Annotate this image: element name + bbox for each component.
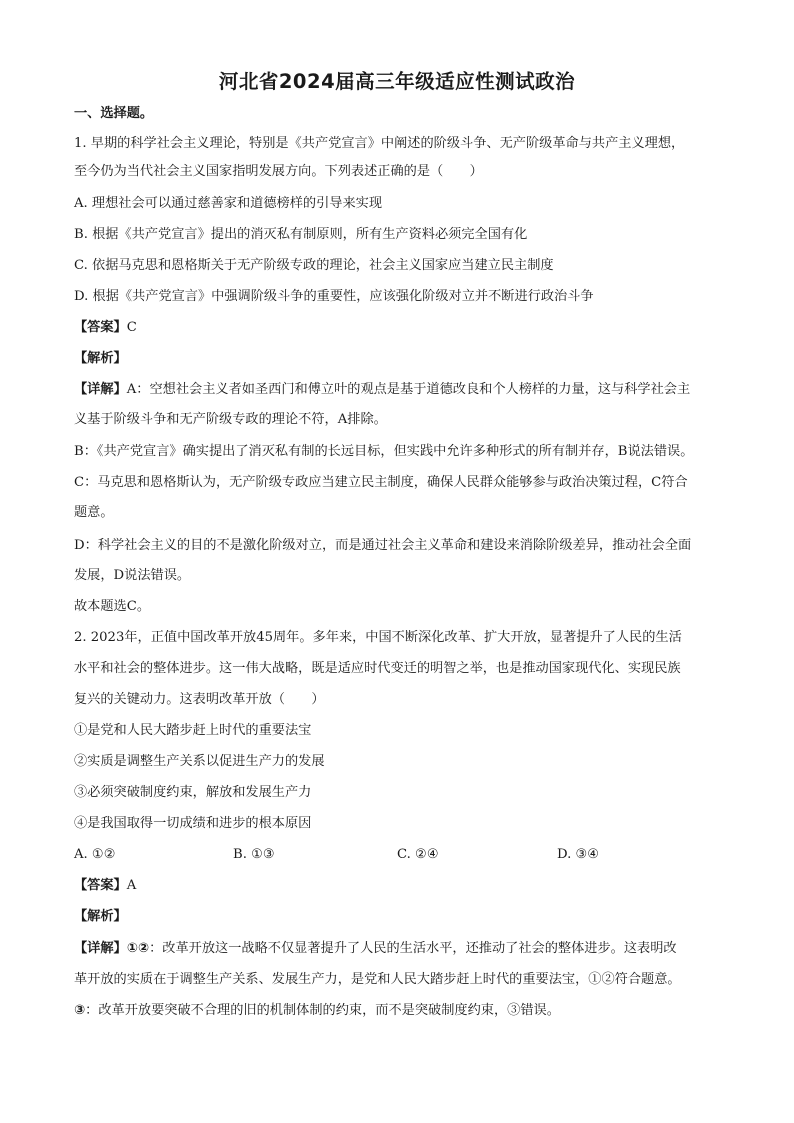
- q2-detail-12-line-2: 革开放的实质在于调整生产关系、发展生产力，是党和人民大踏步赶上时代的重要法宝，①②符合题意。: [74, 972, 681, 987]
- q2-analysis-label: 【解析】: [74, 909, 127, 924]
- q2-detail-12-line-1: [74, 940, 734, 958]
- q1-detail-b: B：《共产党宣言》确实提出了消灭私有制的长远目标，但实践中允许多种形式的所有制并存，B说法错误。: [74, 444, 694, 459]
- q2-detail-3-text: ：改革开放要突破不合理的旧的机制体制的约束，而不是突破制度约束，③错误。: [85, 1003, 560, 1018]
- q1-option-d: D. 根据《共产党宣言》中强调阶级斗争的重要性，应该强化阶级对立并不断进行政治斗争: [74, 289, 594, 304]
- q1-option-c: C. 依据马克思和恩格斯关于无产阶级专政的理论，社会主义国家应当建立民主制度: [74, 258, 554, 273]
- q1-answer: [74, 319, 734, 337]
- q2-item-4: ④是我国取得一切成绩和进步的根本原因: [74, 816, 312, 831]
- q1-detail-a-line-1: [74, 381, 734, 399]
- q2-answer: [74, 877, 734, 895]
- q2-stem-line-1: 2. 2023年，正值中国改革开放45周年。多年来，中国不断深化改革、扩大开放，显著提升了人民的生活: [74, 630, 682, 645]
- section-heading: 一、选择题。: [74, 106, 154, 121]
- page-title: 河北省2024届高三年级适应性测试政治: [218, 70, 576, 93]
- q1-detail-c-line-1: C：马克思和恩格斯认为，无产阶级专政应当建立民主制度，确保人民群众能够参与政治决策过程，C符合: [74, 475, 688, 490]
- q2-item-2: ②实质是调整生产关系以促进生产力的发展: [74, 754, 325, 769]
- q1-detail-label: 【详解】: [74, 382, 127, 397]
- q2-stem-line-3: 复兴的关键动力。这表明改革开放（ ）: [74, 692, 325, 707]
- q1-detail-a-text: A：空想社会主义者如圣西门和傅立叶的观点是基于道德改良和个人榜样的力量，这与科学社会主: [126, 382, 691, 397]
- q2-detail-12-lead: ①②: [126, 941, 150, 956]
- q2-option-a: A. ①②: [74, 847, 116, 862]
- q1-stem-line-1: 1. 早期的科学社会主义理论，特别是《共产党宣言》中阐述的阶级斗争、无产阶级革命与共产主义理想，: [74, 136, 685, 151]
- q2-item-1: ①是党和人民大踏步赶上时代的重要法宝: [74, 723, 312, 738]
- q1-answer-value: C: [126, 320, 137, 335]
- q2-detail-3-lead: ③: [74, 1003, 86, 1018]
- q1-conclusion: 故本题选C。: [74, 599, 151, 614]
- q1-option-a: A. 理想社会可以通过慈善家和道德榜样的引导来实现: [74, 196, 383, 211]
- q2-option-c: C. ②④: [397, 847, 439, 862]
- q1-detail-c-line-2: 题意。: [74, 505, 114, 520]
- q1-stem-line-2: 至今仍为当代社会主义国家指明发展方向。下列表述正确的是（ ）: [74, 164, 483, 179]
- q2-answer-value: A: [126, 878, 137, 893]
- q2-option-d: D. ③④: [557, 847, 600, 862]
- q2-stem-line-2: 水平和社会的整体进步。这一伟大战略，既是适应时代变迁的明智之举，也是推动国家现代化、实现民族: [74, 661, 681, 676]
- q2-detail-3: [74, 1002, 734, 1020]
- q1-option-b: B. 根据《共产党宣言》提出的消灭私有制原则，所有生产资料必须完全国有化: [74, 227, 528, 242]
- q2-item-3: ③必须突破制度约束，解放和发展生产力: [74, 785, 312, 800]
- q2-detail-12-text: ：改革开放这一战略不仅显著提升了人民的生活水平，还推动了社会的整体进步。这表明改: [149, 941, 677, 956]
- q1-answer-label: 【答案】: [74, 320, 127, 335]
- q2-answer-label: 【答案】: [74, 878, 127, 893]
- q1-detail-d-line-1: D：科学社会主义的目的不是激化阶级对立，而是通过社会主义革命和建设来消除阶级差异，推动社会全面: [74, 538, 692, 553]
- q1-analysis-label: 【解析】: [74, 351, 127, 366]
- q2-option-b: B. ①③: [233, 847, 275, 862]
- q1-detail-d-line-2: 发展，D说法错误。: [74, 568, 191, 583]
- q1-detail-a-line-2: 义基于阶级斗争和无产阶级专政的理论不符，A排除。: [74, 412, 387, 427]
- q2-detail-label: 【详解】: [74, 941, 127, 956]
